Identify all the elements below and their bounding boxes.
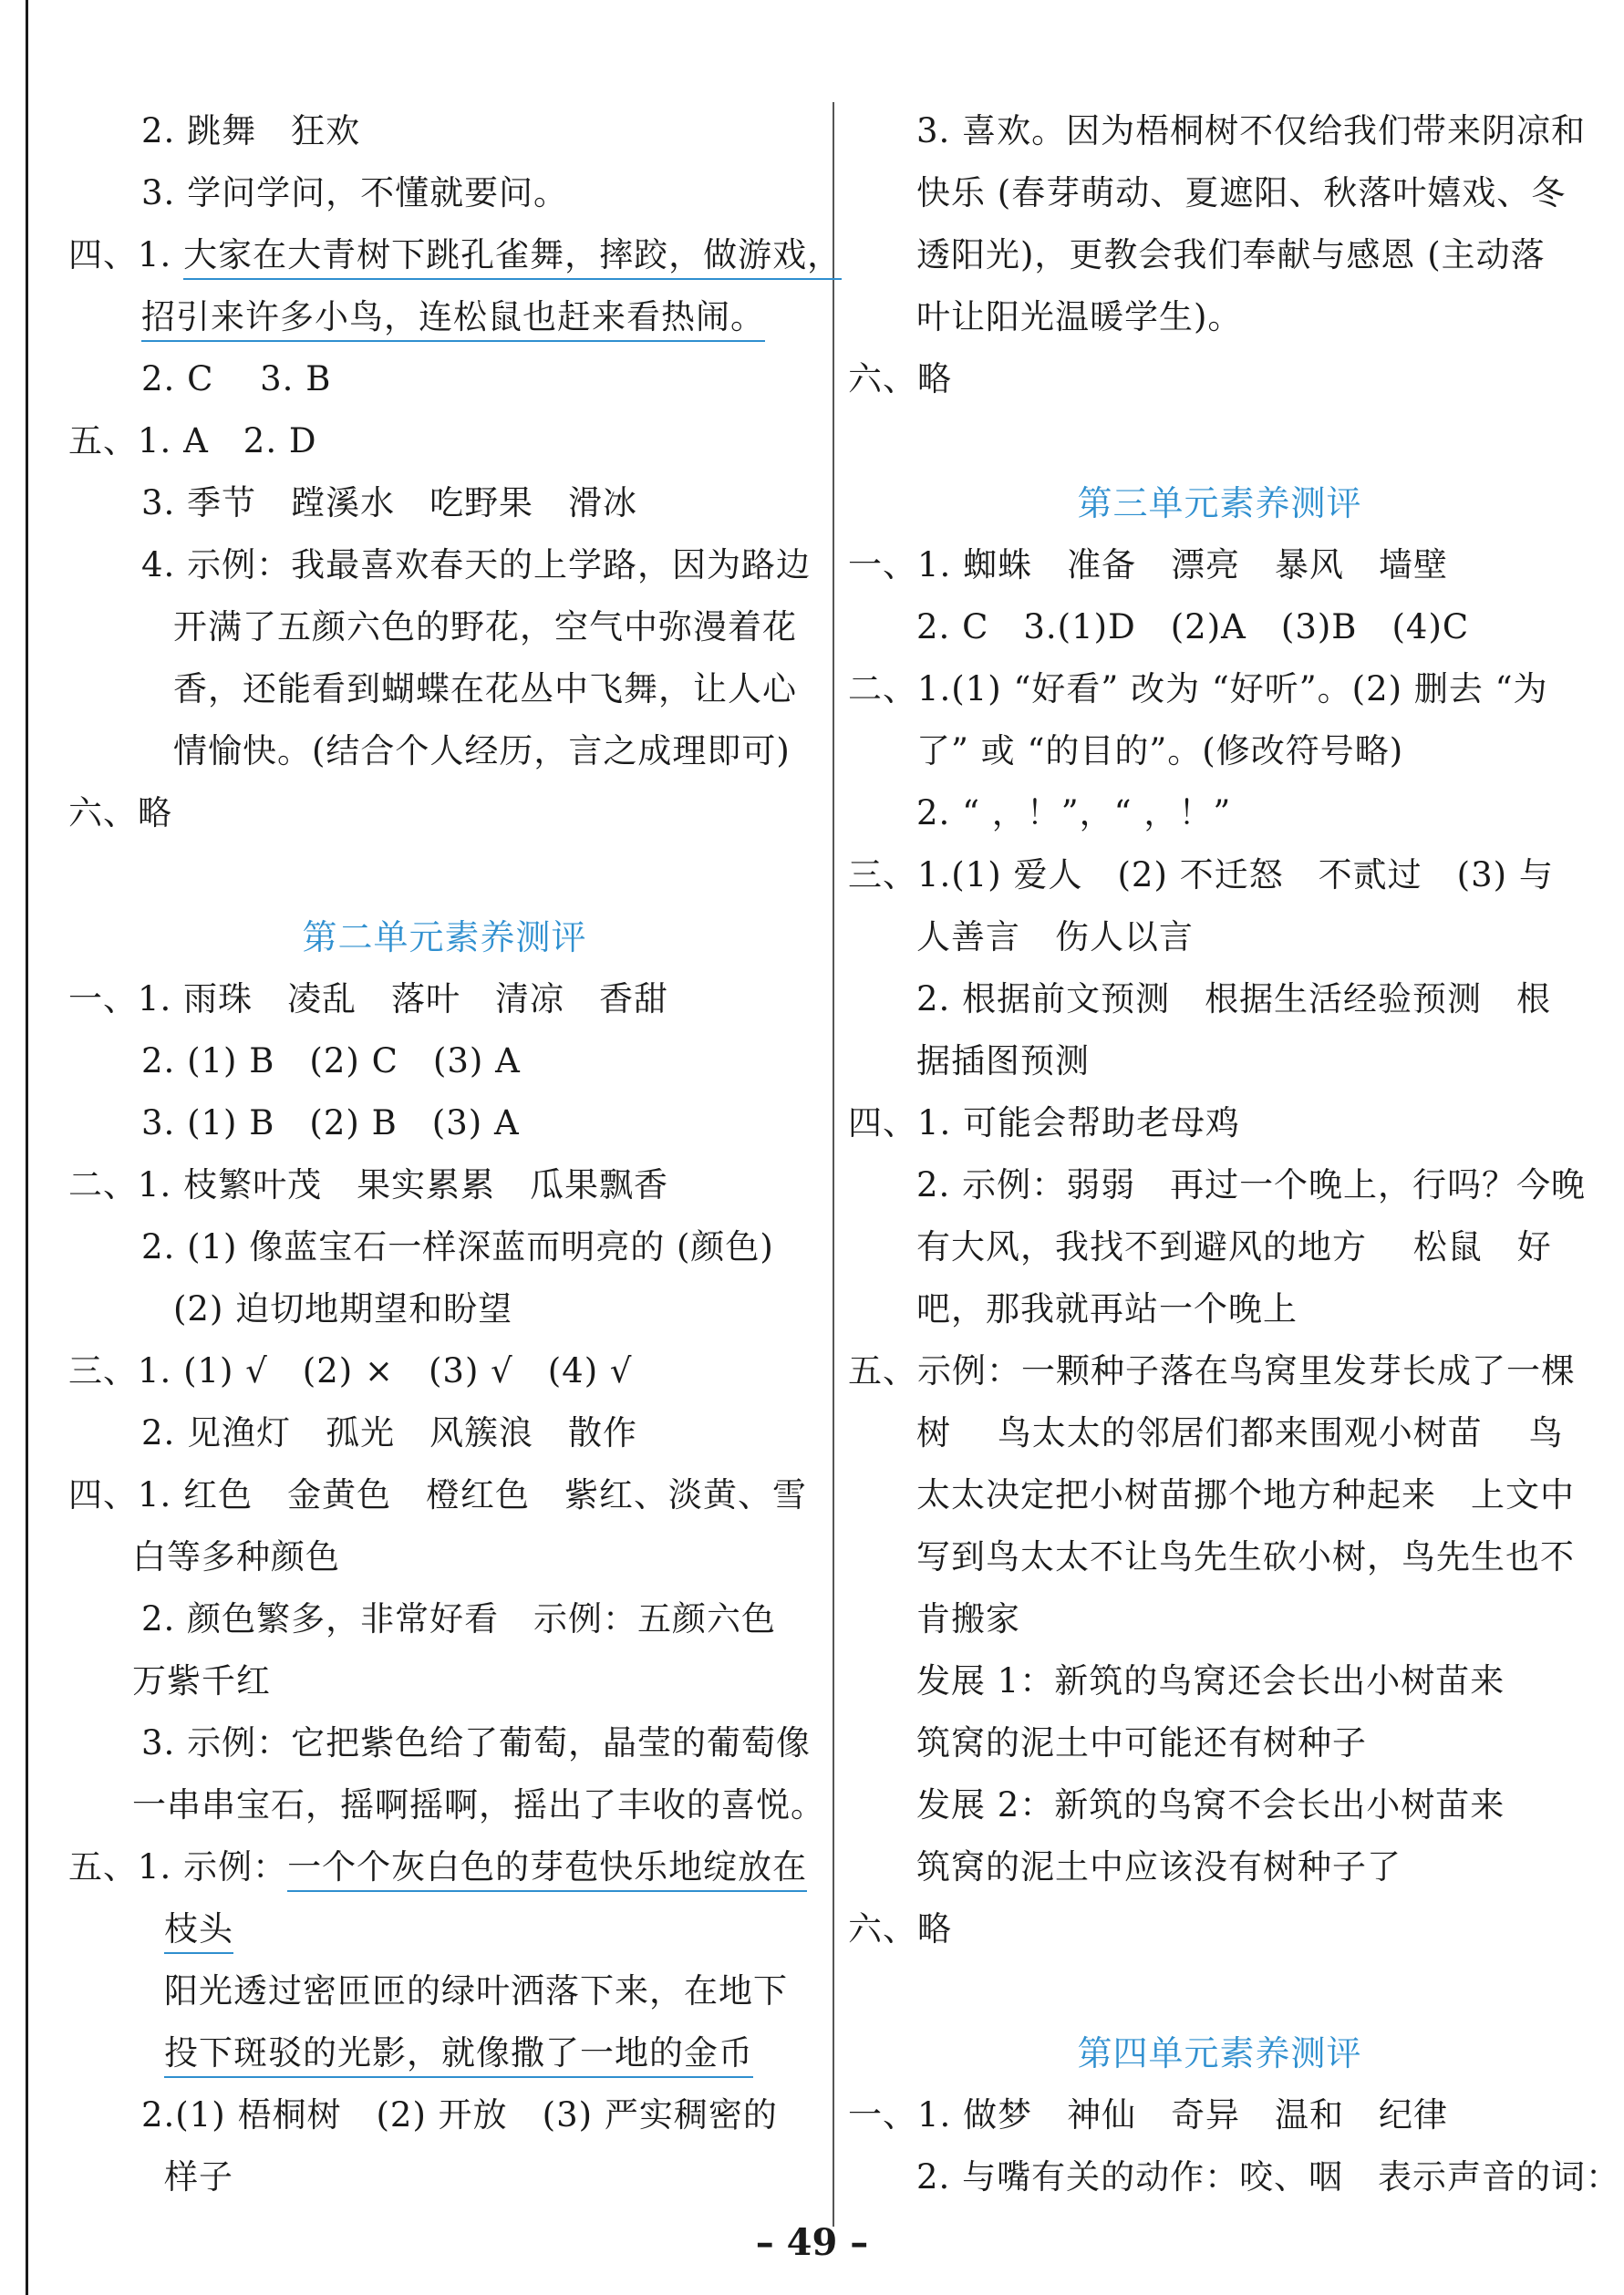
underlined-text: 就像撒了一地的金币 xyxy=(441,2033,753,2078)
answer-line: 三、1. (1) √ (2) × (3) √ (4) √ xyxy=(68,1351,633,1390)
answer-line: 叶让阳光温暖学生)。 xyxy=(916,297,1243,336)
answer-line: 3. 示例：它把紫色给了葡萄，晶莹的葡萄像 xyxy=(141,1723,812,1763)
column-divider xyxy=(833,102,834,2227)
blank-line xyxy=(848,1960,1591,2022)
answer-line: 万紫千红 xyxy=(132,1661,271,1701)
answer-line: 香，还能看到蝴蝶在花丛中飞舞，让人心 xyxy=(173,669,797,708)
answer-line xyxy=(68,2022,821,2084)
section-heading: 第三单元素养测评 xyxy=(1077,483,1362,523)
answer-line: 一、1. 做梦 神仙 奇异 温和 纪律 xyxy=(848,2095,1449,2135)
section-heading: 第四单元素养测评 xyxy=(1077,2033,1362,2073)
answer-line: 三、1.(1) 爱人 (2) 不迁怒 不贰过 (3) 与 xyxy=(848,855,1554,894)
answer-line: 据插图预测 xyxy=(916,1041,1090,1080)
answer-line: 2. 见渔灯 孤光 风簇浪 散作 xyxy=(141,1413,638,1452)
underlined-text: 招引来许多小鸟，连松鼠也赶来看热闹。 xyxy=(141,297,765,342)
answer-line: 2. (1) 像蓝宝石一样深蓝而明亮的 (颜色) xyxy=(141,1227,774,1266)
answer-line: 3. 季节 蹚溪水 吃野果 滑冰 xyxy=(141,483,638,522)
blank-line xyxy=(848,410,1591,472)
answer-line xyxy=(68,224,843,286)
answer-line: 一串串宝石，摇啊摇啊，摇出了丰收的喜悦。 xyxy=(132,1785,825,1825)
answer-line: 4. 示例：我最喜欢春天的上学路，因为路边 xyxy=(141,545,812,584)
answer-line: 太太决定把小树苗挪个地方种起来 上文中 xyxy=(916,1475,1575,1514)
answer-line: 2. 示例：弱弱 再过一个晚上，行吗？今晚 xyxy=(916,1165,1587,1204)
answer-line: 2. 颜色繁多，非常好看 示例：五颜六色 xyxy=(141,1599,777,1639)
answer-line: 六、略 xyxy=(68,793,172,832)
answer-line: 写到鸟太太不让鸟先生砍小树，鸟先生也不 xyxy=(916,1537,1575,1577)
answer-line: 人善言 伤人以言 xyxy=(916,917,1194,956)
answer-line: 阳光透过密匝匝的绿叶洒落下来，在地下 xyxy=(164,1971,788,2011)
section-heading: 第二单元素养测评 xyxy=(302,917,587,957)
answer-line: 四、1. 红色 金黄色 橙红色 紫红、淡黄、雪 xyxy=(68,1475,808,1514)
underlined-text: 一个个灰白色的芽苞快乐地绽放在 xyxy=(287,1847,807,1892)
answer-line: 一、1. 蜘蛛 准备 漂亮 暴风 墙壁 xyxy=(848,545,1449,584)
underlined-text: 枝头 xyxy=(164,1909,233,1954)
blank-line xyxy=(68,844,821,906)
answer-line: 2. C 3. B xyxy=(141,359,332,398)
answer-line: 一、1. 雨珠 凌乱 落叶 清凉 香甜 xyxy=(68,979,669,1018)
answer-line: 快乐 (春芽萌动、夏遮阳、秋落叶嬉戏、冬 xyxy=(916,173,1567,212)
answer-line: 筑窝的泥土中可能还有树种子 xyxy=(916,1723,1367,1763)
answer-line: 筑窝的泥土中应该没有树种子了 xyxy=(916,1847,1402,1887)
answer-line: 2. 跳舞 狂欢 xyxy=(141,111,361,150)
answer-line: 发展 2：新筑的鸟窝不会长出小树苗来 xyxy=(916,1785,1505,1825)
answer-line: 吧，那我就再站一个晚上 xyxy=(916,1289,1298,1328)
answer-line xyxy=(68,1898,821,1960)
answer-line: 发展 1：新筑的鸟窝还会长出小树苗来 xyxy=(916,1661,1505,1701)
answer-line: 肯搬家 xyxy=(916,1599,1020,1639)
answer-line: 3. 学问学问，不懂就要问。 xyxy=(141,173,569,212)
answer-line: 四、1. 可能会帮助老母鸡 xyxy=(848,1103,1241,1142)
page-left-border xyxy=(26,0,28,2295)
answer-line: 二、1. 枝繁叶茂 果实累累 瓜果飘香 xyxy=(68,1165,669,1204)
answer-line: 了” 或 “的目的”。(修改符号略) xyxy=(916,731,1404,770)
answer-line: 开满了五颜六色的野花，空气中弥漫着花 xyxy=(173,607,797,646)
answer-line: 二、1.(1) “好看” 改为 “好听”。(2) 删去 “为 xyxy=(848,669,1548,708)
answer-line: 2. 与嘴有关的动作：咬、咽 表示声音的词： xyxy=(916,2157,1621,2197)
answer-line: 六、略 xyxy=(848,1909,952,1949)
answer-line xyxy=(68,286,821,348)
answer-text: 五、1. 示例： xyxy=(68,1847,288,1887)
answer-line: 2. (1) B (2) C (3) A xyxy=(141,1041,521,1080)
answer-line: 树 鸟太太的邻居们都来围观小树苗 鸟 xyxy=(916,1413,1564,1452)
answer-line: 2. “ ，！”，“ ，！” xyxy=(916,793,1232,832)
answer-line: 样子 xyxy=(164,2157,233,2197)
answer-line: (2) 迫切地期望和盼望 xyxy=(173,1289,513,1328)
left-column xyxy=(68,100,843,2208)
page-number: – 49 – xyxy=(755,2221,869,2264)
answer-line: 透阳光)，更教会我们奉献与感恩 (主动落 xyxy=(916,235,1546,274)
answer-line: 情愉快。(结合个人经历，言之成理即可) xyxy=(173,731,791,770)
answer-line: 有大风，我找不到避风的地方 松鼠 好 xyxy=(916,1227,1552,1266)
answer-line: 五、示例：一颗种子落在鸟窝里发芽长成了一棵 xyxy=(848,1351,1576,1390)
answer-line xyxy=(68,1836,821,1898)
answer-line: 2. C 3.(1)D (2)A (3)B (4)C xyxy=(916,607,1470,646)
answer-line: 五、1. A 2. D xyxy=(68,421,317,460)
right-column xyxy=(848,100,1621,2208)
answer-line: 3. 喜欢。因为梧桐树不仅给我们带来阴凉和 xyxy=(916,111,1587,150)
underlined-text: 投下斑驳的光影， xyxy=(164,2033,441,2078)
answer-line: 3. (1) B (2) B (3) A xyxy=(141,1103,520,1142)
answer-line: 白等多种颜色 xyxy=(132,1537,340,1577)
answer-line: 2.(1) 梧桐树 (2) 开放 (3) 严实稠密的 xyxy=(141,2095,778,2135)
answer-line: 六、略 xyxy=(848,359,952,398)
underlined-text: 大家在大青树下跳孔雀舞，摔跤，做游戏， xyxy=(183,235,842,280)
answer-text: 四、1. xyxy=(68,235,184,274)
answer-line: 2. 根据前文预测 根据生活经验预测 根 xyxy=(916,979,1552,1018)
